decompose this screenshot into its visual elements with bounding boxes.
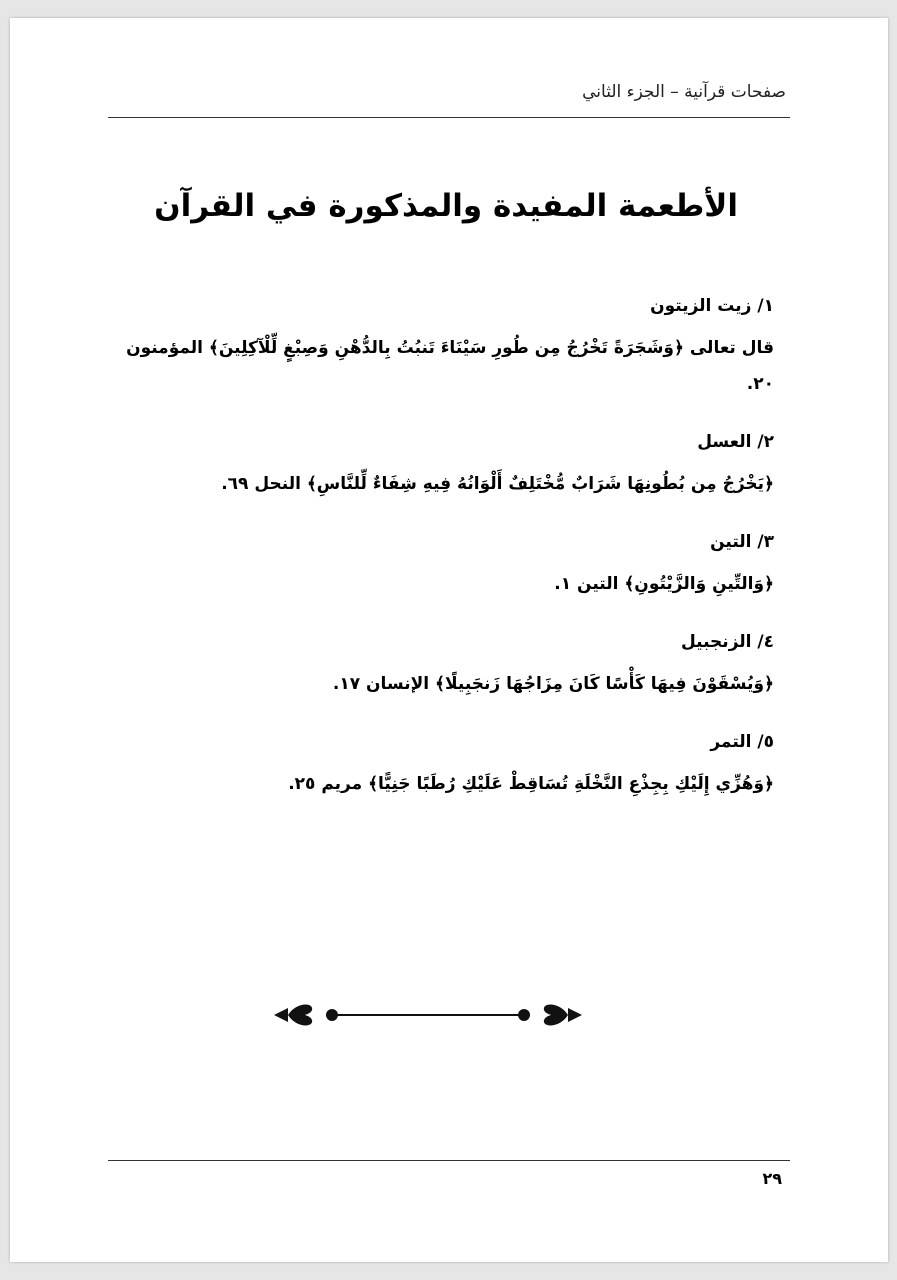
list-item	[114, 532, 774, 602]
decorative-divider-icon	[272, 998, 584, 1032]
list-item	[114, 732, 774, 802]
page-number: ٢٩	[762, 1169, 782, 1188]
footer-rule	[108, 1160, 790, 1161]
item-verse: ﴿وَالتِّينِ وَالزَّيْتُونِ﴾ التين ١.	[554, 574, 774, 594]
document-page	[10, 18, 888, 1262]
list-item	[114, 432, 774, 502]
item-verse: ﴿وَهُزِّي إِلَيْكِ بِجِذْعِ النَّخْلَةِ تُسَاقِطْ عَلَيْكِ رُطَبًا جَنِيًّا﴾ مريم ٢٥.	[288, 774, 774, 794]
item-verse: ﴿يَخْرُجُ مِن بُطُونِهَا شَرَابٌ مُّخْتَلِفٌ أَلْوَانُهُ فِيهِ شِفَاءٌ لِّلنَّاسِ﴾ النحل ٦٩.	[221, 474, 774, 494]
item-heading: ٤/ الزنجبيل	[681, 632, 774, 652]
item-heading: ٣/ التين	[710, 532, 774, 552]
item-heading: ١/ زيت الزيتون	[650, 296, 774, 316]
page-title: الأطعمة المفيدة والمذكورة في القرآن	[154, 188, 738, 224]
list-item	[114, 632, 774, 702]
item-heading: ٥/ التمر	[710, 732, 774, 752]
list-item	[114, 296, 774, 402]
item-verse: قال تعالى ﴿وَشَجَرَةً تَخْرُجُ مِن طُورِ سَيْنَاءَ تَنبُتُ بِالدُّهْنِ وَصِبْغٍ لِّلْآكِلِينَ﴾ المؤمنون ٢٠.	[126, 338, 774, 394]
item-heading: ٢/ العسل	[697, 432, 774, 452]
item-verse: ﴿وَيُسْقَوْنَ فِيهَا كَأْسًا كَانَ مِزَاجُهَا زَنجَبِيلًا﴾ الإنسان ١٧.	[332, 674, 774, 694]
header-rule	[108, 117, 790, 118]
running-header: صفحات قرآنية – الجزء الثاني	[582, 82, 786, 102]
food-list	[114, 296, 774, 832]
